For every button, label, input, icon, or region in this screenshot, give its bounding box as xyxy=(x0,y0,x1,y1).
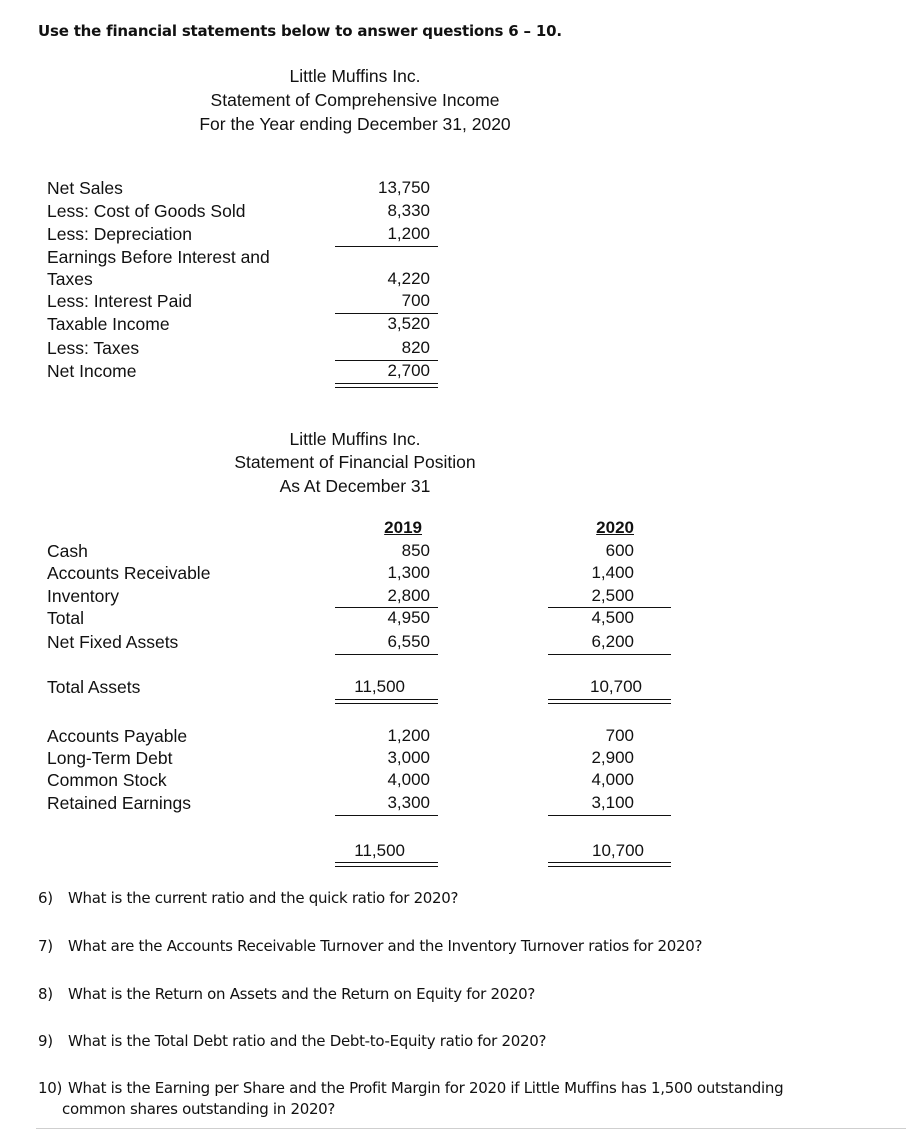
liability-value-2020: 700 xyxy=(605,726,634,745)
income-row-label: Less: Taxes xyxy=(47,338,140,358)
question-9 xyxy=(38,1031,878,1052)
subtotal-rule xyxy=(548,815,671,816)
subtotal-rule xyxy=(548,654,671,655)
asset-label: Accounts Receivable xyxy=(47,563,211,583)
liability-label: Long-Term Debt xyxy=(47,748,173,768)
income-row-value: 3,520 xyxy=(387,314,430,333)
income-row-value: 2,700 xyxy=(387,361,430,380)
income-row-label: Less: Depreciation xyxy=(47,224,192,244)
liability-value-2019: 3,000 xyxy=(387,748,430,767)
question-number: 10) xyxy=(38,1079,63,1097)
liability-value-2019: 3,300 xyxy=(387,793,430,812)
subtotal-rule xyxy=(335,654,438,655)
income-row-value: 8,330 xyxy=(387,201,430,220)
question-8 xyxy=(38,984,878,1005)
total-double-rule xyxy=(335,862,438,863)
income-row-label: Taxable Income xyxy=(47,314,170,334)
total-double-rule xyxy=(335,699,438,700)
question-6 xyxy=(38,888,878,909)
asset-value-2019: 2,800 xyxy=(387,586,430,605)
liability-value-2020: 4,000 xyxy=(591,770,634,789)
question-text: What is the Total Debt ratio and the Debt-to-Equity ratio for 2020? xyxy=(68,1032,547,1050)
liability-label: Retained Earnings xyxy=(47,793,191,813)
question-7 xyxy=(38,936,878,957)
total-double-rule xyxy=(548,866,671,867)
income-row-value: 700 xyxy=(401,291,430,310)
liability-value-2019: 4,000 xyxy=(387,770,430,789)
asset-value-2020: 6,200 xyxy=(591,632,634,651)
total-double-rule xyxy=(548,703,671,704)
total-assets-2020: 10,700 xyxy=(590,677,642,696)
total-liabilities-2020: 10,700 xyxy=(592,841,644,860)
liability-value-2020: 3,100 xyxy=(591,793,634,812)
total-double-rule xyxy=(335,703,438,704)
question-number: 8) xyxy=(38,985,53,1003)
income-statement-period: For the Year ending December 31, 2020 xyxy=(199,114,511,134)
income-row-label: Less: Cost of Goods Sold xyxy=(47,201,246,221)
question-text: What is the Return on Assets and the Return on Equity for 2020? xyxy=(68,985,536,1003)
income-row-value: 1,200 xyxy=(387,224,430,243)
balance-sheet-period: As At December 31 xyxy=(279,476,431,496)
balance-sheet-title: Statement of Financial Position xyxy=(234,452,476,472)
year-header-2020: 2020 xyxy=(596,518,634,537)
total-double-rule xyxy=(335,866,438,867)
balance-company-name: Little Muffins Inc. xyxy=(289,429,421,449)
total-double-rule xyxy=(335,387,438,388)
asset-label: Net Fixed Assets xyxy=(47,632,179,652)
asset-value-2020: 4,500 xyxy=(591,608,634,627)
liability-value-2020: 2,900 xyxy=(591,748,634,767)
liability-label: Common Stock xyxy=(47,770,167,790)
asset-label: Cash xyxy=(47,541,88,561)
liability-label: Accounts Payable xyxy=(47,726,188,746)
total-double-rule xyxy=(548,862,671,863)
asset-value-2020: 1,400 xyxy=(591,563,634,582)
year-header-2019: 2019 xyxy=(384,518,422,537)
asset-value-2019: 6,550 xyxy=(387,632,430,651)
subtotal-rule xyxy=(335,246,438,247)
income-row-label: Earnings Before Interest and xyxy=(47,247,270,267)
income-row-label-continued: Taxes xyxy=(47,269,93,289)
asset-label: Total xyxy=(47,608,84,628)
income-row-value: 4,220 xyxy=(387,269,430,288)
page-bottom-divider xyxy=(36,1128,906,1129)
question-number: 9) xyxy=(38,1032,53,1050)
asset-value-2019: 850 xyxy=(401,541,430,560)
question-text-continued: common shares outstanding in 2020? xyxy=(62,1100,336,1118)
question-number: 7) xyxy=(38,937,53,955)
total-assets-2019: 11,500 xyxy=(354,677,405,696)
income-row-value: 820 xyxy=(401,338,430,357)
asset-value-2020: 600 xyxy=(605,541,634,560)
income-row-label: Net Sales xyxy=(47,178,123,198)
liability-value-2019: 1,200 xyxy=(387,726,430,745)
total-assets-label: Total Assets xyxy=(47,677,141,697)
question-text: What is the current ratio and the quick ratio for 2020? xyxy=(68,889,459,907)
instruction-heading: Use the financial statements below to answer questions 6 – 10. xyxy=(38,22,562,40)
subtotal-rule xyxy=(335,815,438,816)
total-liabilities-2019: 11,500 xyxy=(354,841,405,860)
income-statement-title: Statement of Comprehensive Income xyxy=(210,90,500,110)
asset-value-2020: 2,500 xyxy=(591,586,634,605)
question-10 xyxy=(38,1078,878,1120)
income-row-label: Less: Interest Paid xyxy=(47,291,192,311)
income-row-label: Net Income xyxy=(47,361,137,381)
asset-label: Inventory xyxy=(47,586,119,606)
asset-value-2019: 4,950 xyxy=(387,608,430,627)
question-number: 6) xyxy=(38,889,53,907)
income-row-value: 13,750 xyxy=(378,178,430,197)
total-double-rule xyxy=(548,699,671,700)
income-company-name: Little Muffins Inc. xyxy=(289,66,421,86)
asset-value-2019: 1,300 xyxy=(387,563,430,582)
total-double-rule xyxy=(335,383,438,384)
question-text: What is the Earning per Share and the Profit Margin for 2020 if Little Muffins has 1,500 outstanding xyxy=(68,1079,784,1097)
question-text: What are the Accounts Receivable Turnover and the Inventory Turnover ratios for 2020? xyxy=(68,937,703,955)
